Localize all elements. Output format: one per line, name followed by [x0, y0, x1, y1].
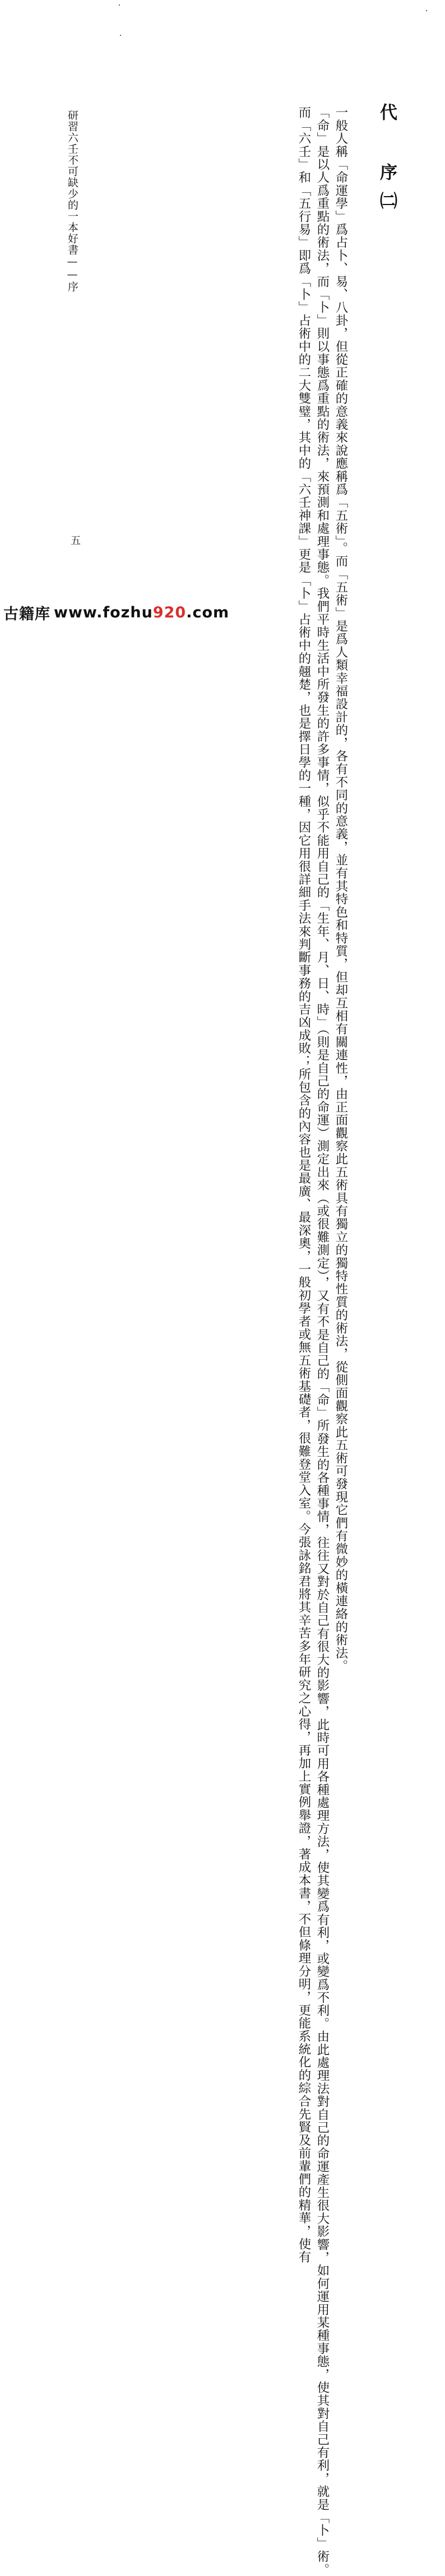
page-title: 代 序㈡: [377, 103, 397, 220]
paragraph-2: 「命」是以人爲重點的術法，而「卜」則以事態爲重點的術法，來預測和處理事態。我們平時生活中所發生的許多事情，似乎不能用自己的「生年、月、日、時」（則是自己的命運）測定出來（或很難測定），又有不是自己的「命」所發生的各種事情，往往又對於自己有很大的影響，此時可用各種處理方法，使其變爲有利，或變爲不利。由此處理法對自己的命運產生很大影響，如何運用某種事態，使其對自己有利，就是「卜」術。: [315, 106, 330, 2576]
paragraph-1: 一般人稱「命運學」爲占卜、易、八卦，但從正確的意義來說應稱爲「五術」。而「五術」是爲人類幸福設計的，各有不同的意義，並有其特色和特質，但却互相有關連性，由正面觀察此五術具有獨立的獨特性質的術法，從側面觀察此五術可發現它們有微妙的橫連絡的術法。: [333, 106, 348, 1673]
watermark: [3, 597, 229, 628]
scan-speck: [120, 35, 121, 36]
watermark-url-digits: 920: [152, 603, 187, 621]
watermark-brand: 古籍库: [3, 605, 50, 623]
scan-speck: [426, 10, 427, 11]
watermark-url-suffix: .com: [186, 603, 230, 621]
watermark-url: [54, 604, 229, 621]
scan-speck: [119, 4, 120, 6]
running-header: 研習六壬不可缺少的一本好書——序: [66, 110, 78, 292]
paragraph-3: 而「六壬」和「五行易」即爲「卜」占術中的二大雙璧，其中的「六壬神課」更是「卜」占術中的翹楚，也是擇日學的一種，因它用很詳細手法來判斷事務的吉凶成敗；所包含的內容也是最廣、最深奧，一般初學者或無五術基礎者，很難登堂入室。今張詠銘君將其辛苦多年研究之心得，再加上實例舉證，著成本書，不但條理分明，更能系統化的綜合先賢及前輩們的精華，使有: [296, 106, 311, 2264]
body-text: [294, 94, 350, 2576]
watermark-url-prefix: www.fozhu: [54, 603, 153, 621]
page-number: 五: [69, 535, 81, 545]
